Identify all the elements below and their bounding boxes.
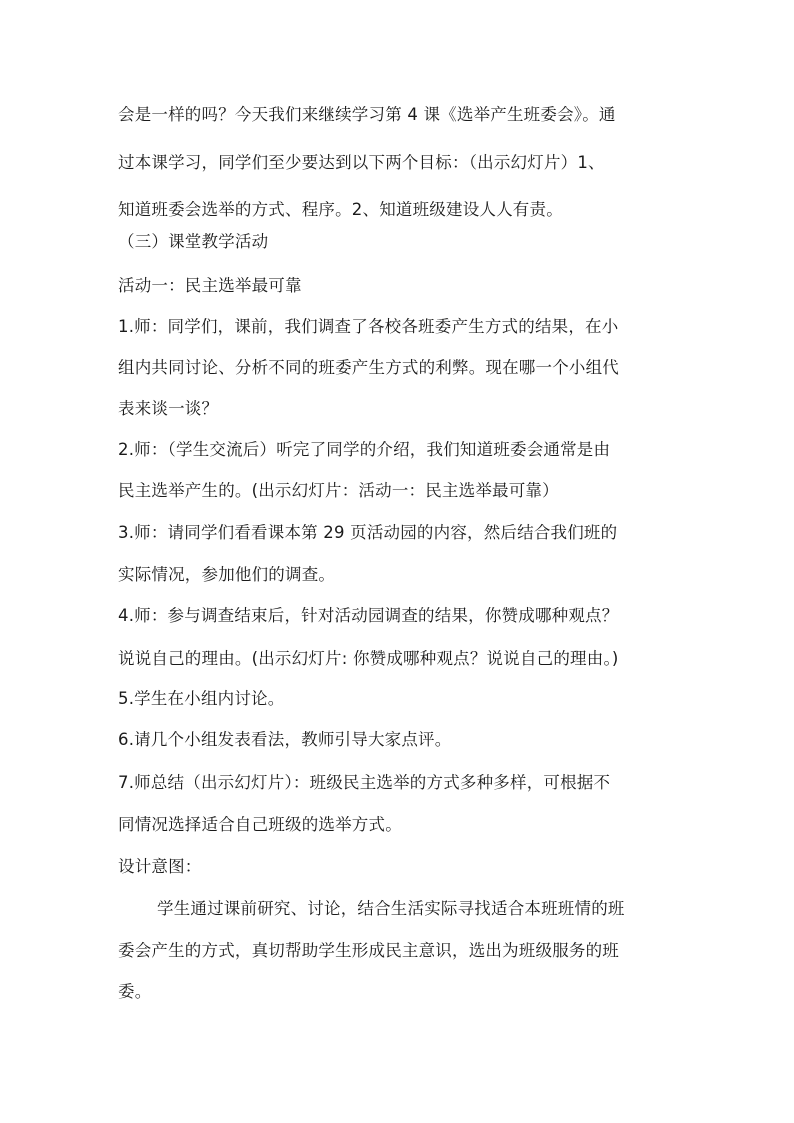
text-line-12: 实际情况，参加他们的调查。 [118,565,336,584]
text-line-21: 委会产生的方式，真切帮助学生形成民主意识，选出为班级服务的班 [118,941,619,960]
text-line-6: 1.师：同学们，课前，我们调查了各校各班委产生方式的结果，在小 [118,317,619,336]
text-line-7: 组内共同讨论、分析不同的班委产生方式的利弊。现在哪一个小组代 [118,358,619,377]
text-line-20: 学生通过课前研究、讨论，结合生活实际寻找适合本班班情的班 [157,899,625,918]
text-line-3: 知道班委会选举的方式、程序。2、知道班级建设人人有责。 [118,200,563,219]
text-line-1: 会是一样的吗？今天我们来继续学习第 4 课《选举产生班委会》。通 [118,105,616,124]
text-line-18: 同情况选择适合自己班级的选举方式。 [118,815,402,834]
text-line-15: 5.学生在小组内讨论。 [118,689,285,708]
design-intent-heading: 设计意图： [118,857,202,876]
text-line-9: 2.师：（学生交流后）听完了同学的介绍，我们知道班委会通常是由 [118,440,611,459]
text-line-10: 民主选举产生的。(出示幻灯片：活动一：民主选举最可靠） [118,481,559,500]
section-heading: （三）课堂教学活动 [118,232,269,251]
text-line-8: 表来谈一谈？ [118,399,219,418]
text-line-22: 委。 [118,982,152,1001]
text-line-2: 过本课学习，同学们至少要达到以下两个目标：（出示幻灯片）1、 [118,153,605,172]
text-line-16: 6.请几个小组发表看法，教师引导大家点评。 [118,730,452,749]
text-line-14: 说说自己的理由。(出示幻灯片: 你赞成哪种观点？说说自己的理由。) [118,649,619,668]
activity-heading: 活动一：民主选举最可靠 [118,276,302,295]
text-line-13: 4.师：参与调查结束后，针对活动园调查的结果，你赞成哪种观点？ [118,606,619,625]
text-line-11: 3.师：请同学们看看课本第 29 页活动园的内容，然后结合我们班的 [118,523,618,542]
text-line-17: 7.师总结（出示幻灯片）：班级民主选举的方式多种多样，可根据不 [118,773,611,792]
